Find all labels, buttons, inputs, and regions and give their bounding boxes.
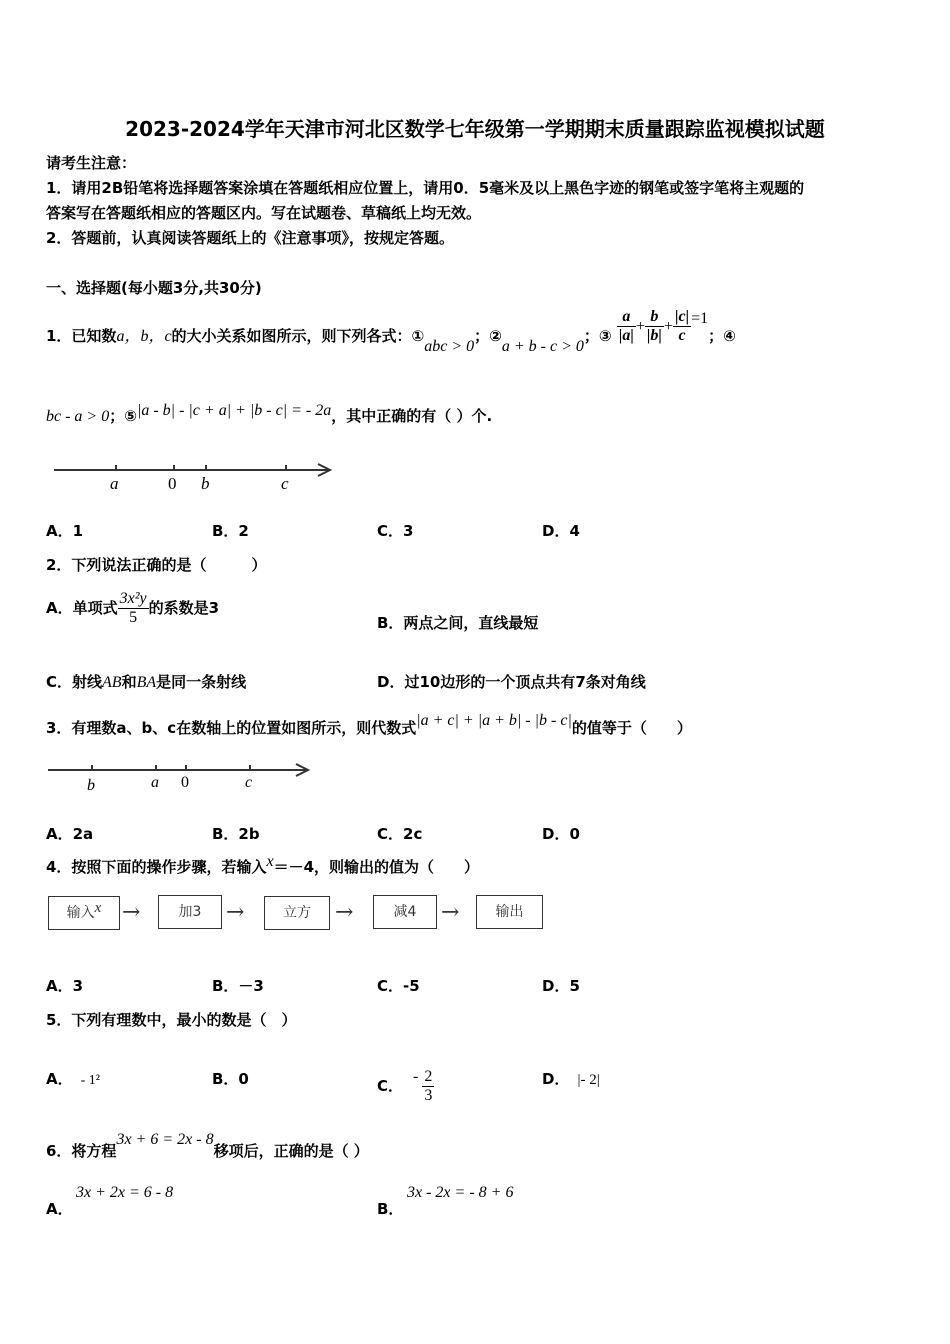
q1-option-b[interactable]: B．2 xyxy=(212,522,249,540)
q5-d-value: |- 2| xyxy=(577,1072,600,1088)
q1-sep-5: ；⑤ xyxy=(109,407,137,425)
q1-frac-b: $\frac{b}{|b|}$ xyxy=(646,308,662,344)
q1-expr-5: |a - b| - |c + a| + |b - c| = - 2a xyxy=(136,402,332,419)
q4-stem xyxy=(46,853,480,877)
q2-c-suffix: 是同一条射线 xyxy=(156,673,247,691)
q2-c-prefix: C．射线 xyxy=(46,673,103,691)
q1-axis-label-c: c xyxy=(281,474,289,493)
notice-line-1a: 1．请用2B铅笔将选择题答案涂填在答题纸相应位置上，请用0．5毫米及以上黑色字迹的钢笔或签字笔将主观题的 xyxy=(46,179,805,197)
q5-option-b[interactable]: B．0 xyxy=(212,1070,249,1088)
q5-c-fraction: $\frac{2}{3}$ xyxy=(424,1068,433,1104)
q1-axis-label-0: 0 xyxy=(168,474,177,493)
q5-option-d[interactable] xyxy=(542,1068,600,1089)
q6-a-equation: 3x + 2x = 6 - 8 xyxy=(76,1184,174,1201)
flow-step-subtract: 减4 xyxy=(373,895,437,929)
q3-number-line xyxy=(44,758,324,798)
q3-option-b[interactable]: B．2b xyxy=(212,825,260,843)
q1-option-d[interactable]: D．4 xyxy=(542,522,580,540)
q2-a-prefix: A．单项式 xyxy=(46,599,118,617)
q5-option-c[interactable] xyxy=(377,1068,434,1105)
flow-input-var: x xyxy=(94,900,102,916)
q5-a-label: A． xyxy=(46,1070,73,1088)
q6-option-a[interactable] xyxy=(46,1198,73,1219)
q6-b-label: B． xyxy=(377,1200,404,1218)
q6-suffix: 移项后，正确的是（ ） xyxy=(213,1142,369,1160)
q3-option-d[interactable]: D．0 xyxy=(542,825,580,843)
q1-line1 xyxy=(46,308,736,355)
q1-prefix: 1．已知数 xyxy=(46,327,117,345)
q6-prefix: 6．将方程 xyxy=(46,1142,117,1160)
flow-arrow-icon: → xyxy=(441,900,460,925)
flow-arrow-icon: → xyxy=(226,900,245,925)
q5-stem: 5．下列有理数中，最小的数是（ ） xyxy=(46,1011,297,1029)
q1-expr-1: abc > 0 xyxy=(424,338,475,355)
q1-number-line xyxy=(50,456,340,496)
q1-vars: a，b，c xyxy=(116,328,172,345)
q1-line2 xyxy=(46,402,493,426)
q2-stem: 2．下列说法正确的是（ ） xyxy=(46,556,267,574)
q5-c-label: C． xyxy=(377,1077,404,1095)
q2-a-fraction: $\frac{\text{3x²y}}{5}$ xyxy=(119,590,147,626)
q6-option-b[interactable] xyxy=(377,1198,403,1219)
q5-a-value: - 1² xyxy=(80,1073,100,1088)
q4-suffix: ＝－4，则输出的值为（ ） xyxy=(273,858,480,876)
q2-option-d[interactable]: D．过10边形的一个顶点共有7条对角线 xyxy=(377,673,646,691)
q1-expr-2: a + b - c > 0 xyxy=(501,338,584,355)
q1-sep-3: ；③ xyxy=(583,327,612,345)
q3-stem xyxy=(46,712,692,738)
q5-d-label: D． xyxy=(542,1070,570,1088)
q1-plus-2: + xyxy=(663,318,673,335)
q3-expr: |a + c| + |a + b| - |b - c| xyxy=(416,712,572,729)
q6-equation: 3x + 6 = 2x - 8 xyxy=(116,1131,214,1148)
q3-suffix: 的值等于（ ） xyxy=(571,719,692,737)
q3-option-a[interactable]: A．2a xyxy=(46,825,94,843)
q1-eq1: =1 xyxy=(691,310,709,327)
q4-option-d[interactable]: D．5 xyxy=(542,977,580,995)
q6-stem xyxy=(46,1131,369,1161)
q1-axis-label-b: b xyxy=(201,474,210,493)
q1-frac-a: $\frac{a}{|a|}$ xyxy=(618,308,634,344)
q3-axis-label-c: c xyxy=(245,774,253,791)
q1-option-c[interactable]: C．3 xyxy=(377,522,414,540)
section-heading: 一、选择题(每小题3分,共30分) xyxy=(46,279,262,297)
q1-tail: ，其中正确的有（ ）个. xyxy=(331,407,493,425)
q6-b-equation: 3x - 2x = - 8 + 6 xyxy=(407,1184,514,1201)
q4-option-c[interactable]: C．-5 xyxy=(377,977,420,995)
q4-var: x xyxy=(266,853,274,870)
q5-c-sign: - xyxy=(413,1068,419,1085)
q3-prefix: 3．有理数a、b、c在数轴上的位置如图所示，则代数式 xyxy=(46,719,417,737)
q1-frac-c: $\frac{|c|}{c}$ xyxy=(674,308,690,344)
q3-axis-label-b: b xyxy=(87,777,95,794)
q2-c-ba: BA xyxy=(136,674,157,691)
q4-option-a[interactable]: A．3 xyxy=(46,977,84,995)
q5-option-a[interactable] xyxy=(46,1068,100,1089)
q1-plus-1: + xyxy=(635,318,645,335)
q4-prefix: 4．按照下面的操作步骤，若输入 xyxy=(46,858,267,876)
q1-option-a[interactable]: A．1 xyxy=(46,522,84,540)
notice-heading: 请考生注意： xyxy=(46,154,137,172)
flow-step-cube: 立方 xyxy=(264,896,330,930)
q2-c-and: 和 xyxy=(121,673,137,691)
q4-option-b[interactable]: B．－3 xyxy=(212,977,264,995)
q1-sep-4: ；④ xyxy=(708,327,736,345)
q3-axis-label-0: 0 xyxy=(181,774,189,791)
q2-option-c[interactable] xyxy=(46,671,246,692)
q1-axis-label-a: a xyxy=(110,474,119,493)
notice-line-2: 2．答题前，认真阅读答题纸上的《注意事项》，按规定答题。 xyxy=(46,229,454,247)
notice-line-1b: 答案写在答题纸相应的答题区内。写在试题卷、草稿纸上均无效。 xyxy=(46,204,482,222)
flow-arrow-icon: → xyxy=(122,900,141,925)
q3-axis-label-a: a xyxy=(151,774,159,791)
page-title: 2023-2024学年天津市河北区数学七年级第一学期期末质量跟踪监视模拟试题 xyxy=(125,117,825,141)
q2-option-a[interactable] xyxy=(46,590,219,627)
flow-arrow-icon: → xyxy=(335,900,354,925)
q6-a-label: A． xyxy=(46,1200,73,1218)
flow-step-add: 加3 xyxy=(158,895,222,929)
q2-a-suffix: 的系数是3 xyxy=(148,599,220,617)
flow-step-input: 输入x xyxy=(48,896,120,930)
q1-mid: 的大小关系如图所示，则下列各式：① xyxy=(171,327,425,345)
q1-sep-2: ；② xyxy=(474,327,502,345)
q2-c-ab: AB xyxy=(102,674,122,691)
q2-option-b[interactable]: B．两点之间，直线最短 xyxy=(377,614,539,632)
flow-step-output: 输出 xyxy=(476,895,543,929)
q1-expr-4: bc - a > 0 xyxy=(46,408,110,425)
q3-option-c[interactable]: C．2c xyxy=(377,825,423,843)
